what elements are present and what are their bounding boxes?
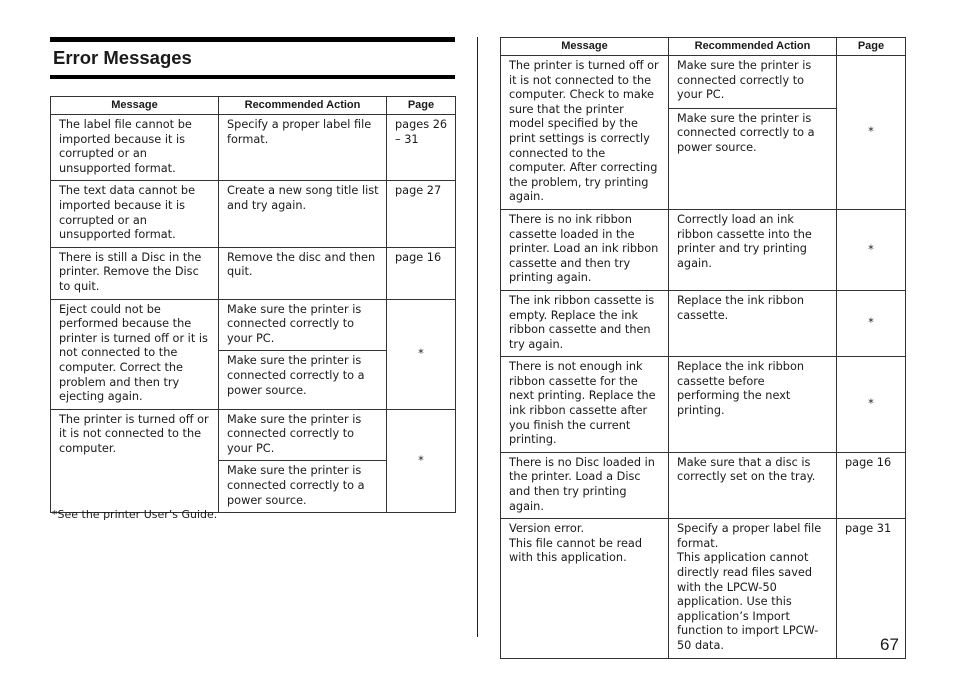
action-cell: Replace the ink ribbon cassette. [677, 293, 805, 322]
message-cell: Version error. This file cannot be read with this application. [509, 522, 643, 565]
left-column [50, 37, 455, 507]
page-cell: * [837, 56, 906, 210]
error-table-left [50, 96, 456, 513]
table-row [501, 209, 906, 290]
message-cell: There is not enough ink ribbon cassette for the next printing. Replace the ink ribbon cassette after you finish the current printing. [509, 360, 656, 447]
action-cell: Make sure the printer is connected correctly to your PC. [227, 412, 362, 455]
table-row [501, 519, 906, 658]
message-cell: The label file cannot be imported because it is corrupted or an unsupported format. [59, 118, 192, 175]
action-cell: Make sure the printer is connected correctly to your PC. [227, 302, 362, 345]
message-cell: There is no Disc loaded in the printer. Load a Disc and then try printing again. [509, 455, 655, 513]
action-cell: Make sure the printer is connected correctly to your PC. [677, 59, 812, 102]
page-cell: * [387, 299, 456, 409]
page-cell: page 27 [395, 184, 442, 198]
action-cell: Create a new song title list and try again. [227, 184, 379, 212]
header-message: Message [501, 38, 669, 56]
table-row [501, 56, 906, 109]
action-cell: Specify a proper label file format. [227, 118, 372, 146]
page-cell: * [837, 357, 906, 453]
column-divider [477, 37, 478, 637]
header-action: Recommended Action [669, 38, 837, 56]
page-cell: pages 26 – 31 [395, 118, 448, 146]
error-table-right [500, 37, 906, 659]
message-cell: There is still a Disc in the printer. Remove the Disc to quit. [59, 250, 202, 293]
header-message: Message [51, 97, 219, 115]
page-cell: page 31 [845, 522, 892, 536]
page-number: 67 [880, 635, 899, 654]
table-header-row [51, 97, 456, 115]
page-cell: * [837, 290, 906, 356]
message-cell: The ink ribbon cassette is empty. Replace the ink ribbon cassette and then try again. [509, 293, 655, 351]
action-cell: Make sure that a disc is correctly set on the tray. [677, 455, 816, 484]
table-row [501, 357, 906, 453]
table-row [51, 181, 456, 247]
message-cell: There is no ink ribbon cassette loaded in the printer. Load an ink ribbon cassette and then try printing again. [509, 212, 659, 285]
action-cell: Make sure the printer is connected correctly to a power source. [227, 354, 365, 397]
action-cell: Make sure the printer is connected correctly to a power source. [677, 111, 815, 155]
header-page: Page [837, 38, 906, 56]
title-bottom-rule [50, 75, 455, 79]
table-row [51, 247, 456, 299]
action-cell: Specify a proper label file format. This application cannot directly read files saved with the LPCW-50 application. Use this application’s Import function to import LPCW-50 data. [677, 522, 822, 652]
footnote: *See the printer User’s Guide. [52, 508, 218, 521]
message-cell: The printer is turned off or it is not connected to the computer. [59, 412, 209, 455]
page-cell: * [387, 409, 456, 513]
action-cell: Remove the disc and then quit. [227, 250, 376, 279]
header-page: Page [387, 97, 456, 115]
header-action: Recommended Action [219, 97, 387, 115]
page-title: Error Messages [53, 47, 192, 68]
table-row [51, 115, 456, 181]
table-row [501, 290, 906, 356]
page-cell: page 16 [845, 455, 892, 469]
action-cell: Make sure the printer is connected correctly to a power source. [227, 464, 365, 507]
message-cell: The text data cannot be imported because it is corrupted or an unsupported format. [59, 184, 196, 242]
table-row [501, 452, 906, 518]
message-cell: The printer is turned off or it is not connected to the computer. Check to make sure that the printer model specified by the print settings is correctly connected to the computer. After correcting the problem, try printing again. [509, 59, 659, 204]
action-cell: Correctly load an ink ribbon cassette into the printer and try printing again. [677, 212, 812, 270]
table-row [51, 299, 456, 351]
table-header-row [501, 38, 906, 56]
table-row [51, 409, 456, 461]
page-cell: * [837, 209, 906, 290]
action-cell: Replace the ink ribbon cassette before performing the next printing. [677, 360, 805, 418]
page-cell: page 16 [395, 250, 442, 264]
message-cell: Eject could not be performed because the printer is turned off or it is not connected to the computer. Correct the problem and then try ejecting again. [59, 302, 208, 404]
